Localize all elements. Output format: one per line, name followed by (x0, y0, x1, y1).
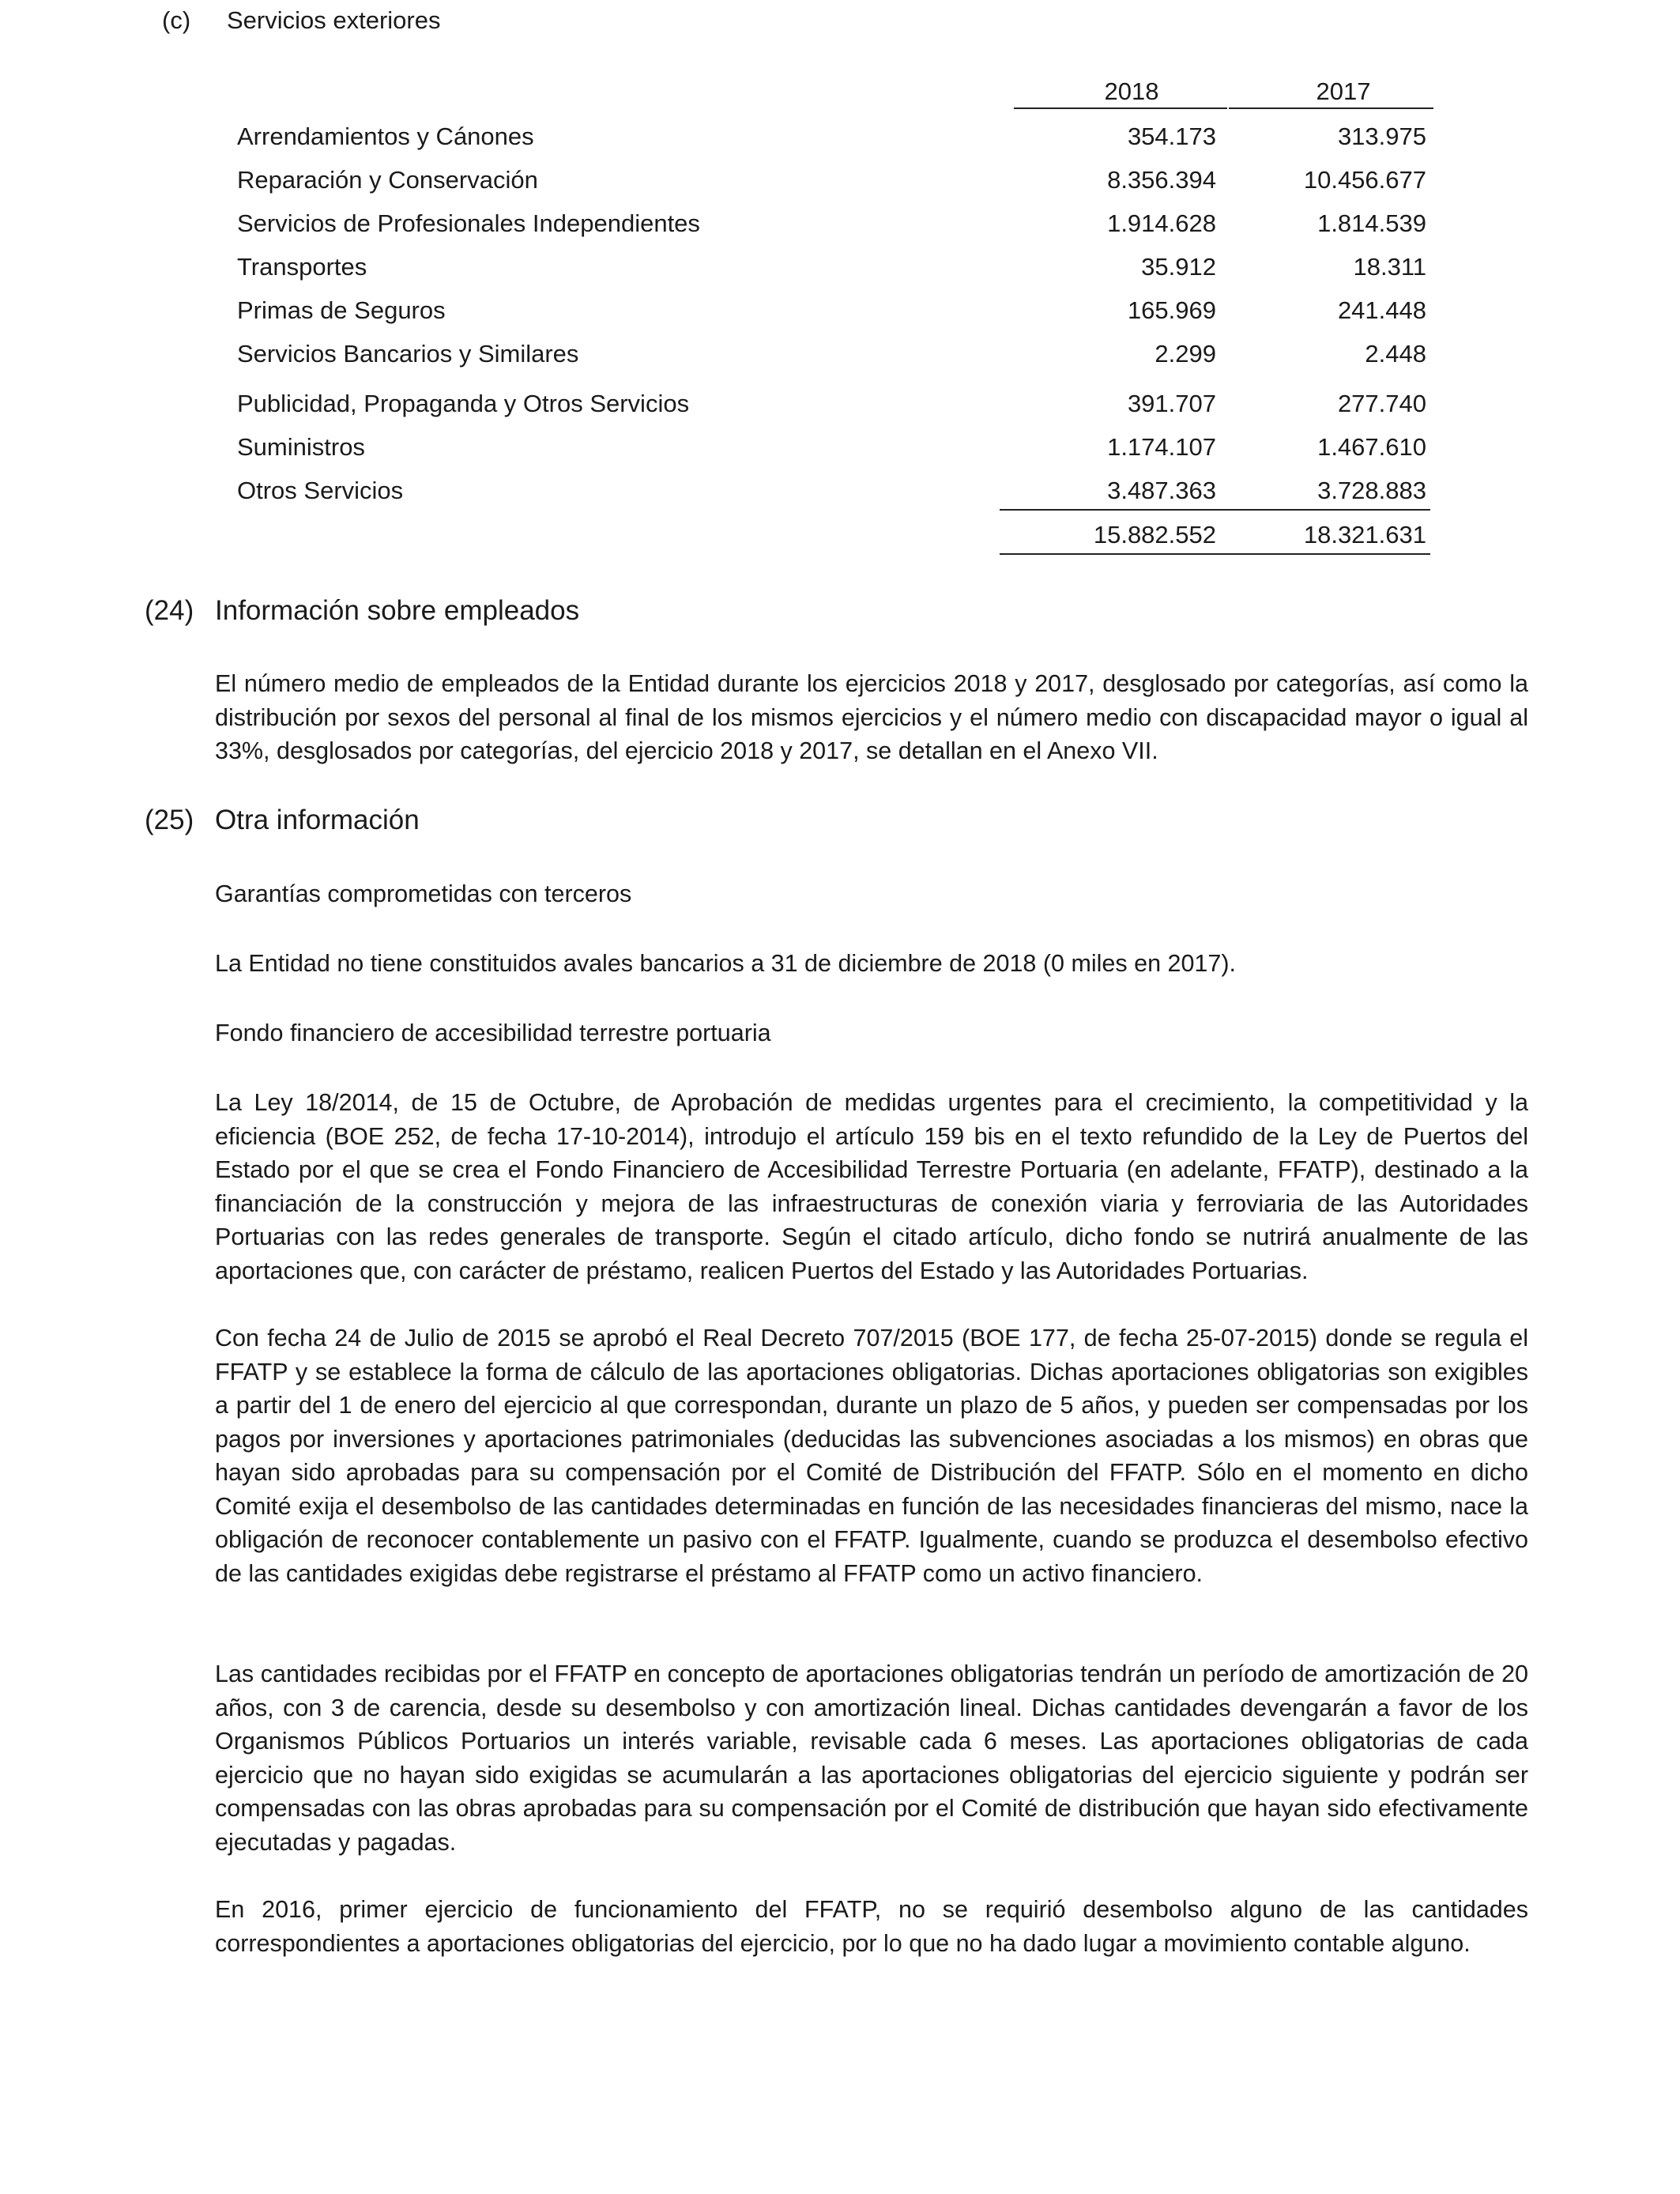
fund-paragraph-4: En 2016, primer ejercicio de funcionamiento del FFATP, no se requirió desembolso alguno de las cantidades correspondientes a aportaciones obligatorias del ejercicio, por lo que no ha dado lugar a movimiento contable alguno. (215, 1896, 1528, 1957)
table-cell-2017: 1.467.610 (1317, 433, 1426, 461)
table-cell-2018: 2.299 (1155, 340, 1216, 368)
total-2018: 15.882.552 (1093, 521, 1216, 548)
table-row-label: Servicios Bancarios y Similares (237, 340, 579, 368)
table-cell-2017: 10.456.677 (1303, 166, 1426, 194)
table-cell-2018: 3.487.363 (1107, 477, 1216, 504)
subsection-heading (162, 5, 440, 36)
section-25-heading (145, 803, 420, 838)
table-cell-2017: 241.448 (1337, 296, 1426, 324)
column-header-2018: 2018 (1104, 77, 1159, 105)
fund-paragraph-1: La Ley 18/2014, de 15 de Octubre, de Aprobación de medidas urgentes para el crecimiento, la competitividad y la eficiencia (BOE 252, de fecha 17-10-2014), introdujo el artículo 159 bis en el texto refundido de la Ley de Puertos del Estado por el que se crea el Fondo Financiero de Accesibilidad Terrestre Portuaria (en adelante, FFATP), destinado a la financiación de la construcción y mejora de las infraestructuras de conexión viaria y ferroviaria de las Autoridades Portuarias con las redes generales de transporte. Según el citado artículo, dicho fondo se nutrirá anualmente de las aportaciones que, con carácter de préstamo, realicen Puertos del Estado y las Autoridades Portuarias. (215, 1089, 1528, 1284)
total-rule (1000, 553, 1430, 555)
subsection-title: Servicios exteriores (227, 6, 441, 34)
table-row-label: Suministros (237, 433, 365, 461)
table-cell-2018: 8.356.394 (1107, 166, 1216, 194)
table-cell-2018: 391.707 (1127, 390, 1216, 417)
section-25-number: (25) (145, 805, 194, 835)
table-row-label: Otros Servicios (237, 477, 404, 504)
fund-paragraph-2: Con fecha 24 de Julio de 2015 se aprobó el Real Decreto 707/2015 (BOE 177, de fecha 25-07-2015) donde se regula el FFATP y se establece la forma de cálculo de las aportaciones obligatorias. Dichas aportaciones obligatorias son exigibles a partir del 1 de enero del ejercicio al que correspondan, durante un plazo de 5 años, y pueden ser compensadas por los pagos por inversiones y aportaciones patrimoniales (deducidas las subvenciones asociadas a los mismos) en obras que hayan sido aprobadas para su compensación por el Comité de Distribución del FFATP. Sólo en el momento en dicho Comité exija el desembolso de las cantidades determinadas en función de las necesidades financieras del mismo, nace la obligación de reconocer contablemente un pasivo con el FFATP. Igualmente, cuando se produzca el desembolso efectivo de las cantidades exigidas debe registrarse el préstamo al FFATP como un activo financiero. (215, 1325, 1528, 1587)
fund-paragraph-3: Las cantidades recibidas por el FFATP en concepto de aportaciones obligatorias tendrán un período de amortización de 20 años, con 3 de carencia, desde su desembolso y con amortización lineal. Dichas cantidades devengarán a favor de los Organismos Públicos Portuarios un interés variable, revisable cada 6 meses. Las aportaciones obligatorias de cada ejercicio que no hayan sido exigidas se acumularán a las aportaciones obligatorias del ejercicio siguiente y podrán ser compensadas con las obras aprobadas para su compensación por el Comité de distribución que hayan sido efectivamente ejecutadas y pagadas. (215, 1661, 1528, 1856)
table-cell-2017: 18.311 (1353, 253, 1426, 281)
table-cell-2018: 354.173 (1127, 123, 1216, 150)
table-cell-2018: 35.912 (1141, 253, 1216, 281)
section-24-number: (24) (145, 595, 194, 626)
header-rule-2018 (1014, 107, 1227, 109)
guarantees-subtitle: Garantías comprometidas con terceros (215, 880, 632, 907)
section-25-title: Otra información (215, 805, 420, 835)
fund-subtitle: Fondo financiero de accesibilidad terrestre portuaria (215, 1020, 771, 1046)
section-24-title: Información sobre empleados (215, 595, 580, 626)
table-cell-2018: 1.914.628 (1107, 209, 1216, 237)
table-row-label: Primas de Seguros (237, 296, 446, 324)
column-header-2017: 2017 (1316, 77, 1371, 105)
subtotal-rule (1000, 509, 1430, 511)
header-rule-2017 (1229, 107, 1433, 109)
subsection-letter: (c) (162, 6, 191, 34)
table-row-label: Publicidad, Propaganda y Otros Servicios (237, 390, 690, 417)
guarantees-text: La Entidad no tiene constituidos avales bancarios a 31 de diciembre de 2018 (0 miles en 2017). (215, 950, 1236, 977)
table-row-label: Transportes (237, 253, 367, 281)
section-24-paragraph: El número medio de empleados de la Entidad durante los ejercicios 2018 y 2017, desglosado por categorías, así como la distribución por sexos del personal al final de los mismos ejercicios y el número medio con discapacidad mayor o igual al 33%, desglosados por categorías, del ejercicio 2018 y 2017, se detallan en el Anexo VII. (215, 670, 1528, 764)
table-row-label: Servicios de Profesionales Independientes (237, 209, 700, 237)
total-2017: 18.321.631 (1303, 521, 1426, 548)
table-row-label: Reparación y Conservación (237, 166, 538, 194)
table-row-label: Arrendamientos y Cánones (237, 123, 534, 150)
table-cell-2017: 2.448 (1365, 340, 1426, 368)
table-cell-2018: 1.174.107 (1107, 433, 1216, 461)
table-cell-2017: 3.728.883 (1317, 477, 1426, 504)
table-cell-2018: 165.969 (1127, 296, 1216, 324)
section-24-heading (145, 594, 579, 628)
table-cell-2017: 313.975 (1337, 123, 1426, 150)
table-cell-2017: 1.814.539 (1317, 209, 1426, 237)
table-cell-2017: 277.740 (1337, 390, 1426, 417)
